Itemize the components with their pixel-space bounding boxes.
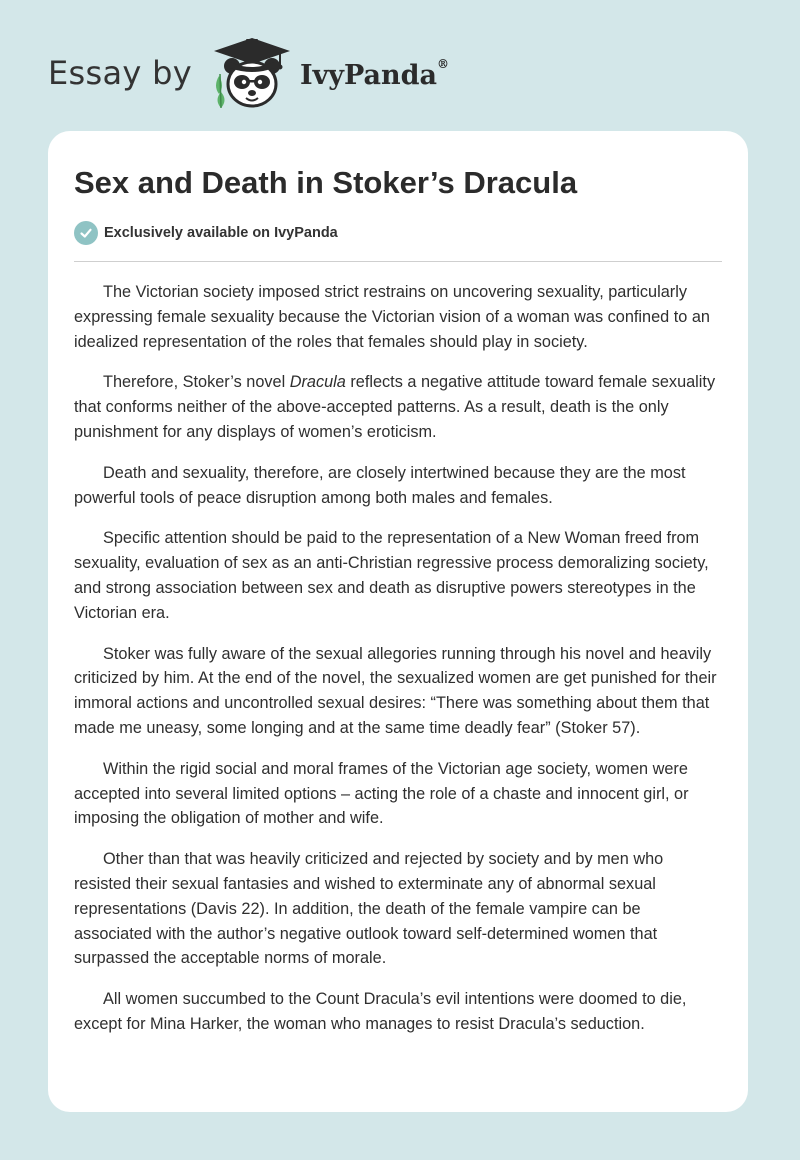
paragraph: All women succumbed to the Count Dracula’s evil intentions were doomed to die, except for Mina Harker, the woman who manages to resist Dracula’s seduction.	[74, 990, 687, 1033]
essay-body	[74, 280, 722, 1037]
paragraph: Within the rigid social and moral frames of the Victorian age society, women were accepted into several limited options – acting the role of a chaste and innocent girl, or imposing the obligation of mother and wife.	[74, 759, 689, 828]
paragraph: Stoker was fully aware of the sexual allegories running through his novel and heavily criticized by him. At the end of the novel, the sexualized women are get punished for their immoral actions and uncontrolled sexual desires: “There was something about them that made me uneasy, some longing and at the same time deadly fear” (Stoker 57).	[74, 644, 717, 737]
site-header	[48, 36, 449, 110]
paragraph: Therefore, Stoker’s novel Dracula reflects a negative attitude toward female sexuality that conforms neither of the above-accepted patterns. As a result, death is the only punishment for any displays of women’s eroticism.	[74, 373, 716, 441]
essay-by-label: Essay by	[48, 54, 192, 92]
registered-mark: ®	[437, 56, 450, 71]
exclusive-badge	[74, 221, 722, 245]
paragraph: The Victorian society imposed strict restrains on uncovering sexuality, particularly expressing female sexuality because the Victorian vision of a woman was confined to an idealized representation of the roles that females should play in society.	[74, 283, 710, 351]
essay-title: Sex and Death in Stoker’s Dracula	[74, 165, 578, 200]
novel-title: Dracula	[289, 373, 346, 392]
ivypanda-wordmark[interactable]: IvyPanda®	[299, 56, 450, 91]
essay-card	[48, 131, 748, 1112]
exclusive-label: Exclusively available on IvyPanda	[104, 225, 338, 241]
paragraph: Other than that was heavily criticized and rejected by society and by men who resisted their sexual fantasies and wished to exterminate any of abnormal sexual representations (Davis 22). In addition, the death of the female vampire can be associated with the author’s negative outlook toward self-determined women that surpassed the acceptable norms of morale.	[74, 850, 664, 968]
paragraph: Death and sexuality, therefore, are closely intertwined because they are the most powerful tools of peace disruption among both males and females.	[74, 463, 686, 507]
title-divider	[74, 261, 722, 262]
panda-logo-icon[interactable]	[210, 36, 294, 110]
check-icon	[74, 221, 98, 245]
paragraph: Specific attention should be paid to the representation of a New Woman freed from sexuality, evaluation of sex as an anti-Christian regressive process demoralizing society, and strong association between sex and death as disruptive powers stereotypes in the Victorian era.	[74, 529, 709, 622]
